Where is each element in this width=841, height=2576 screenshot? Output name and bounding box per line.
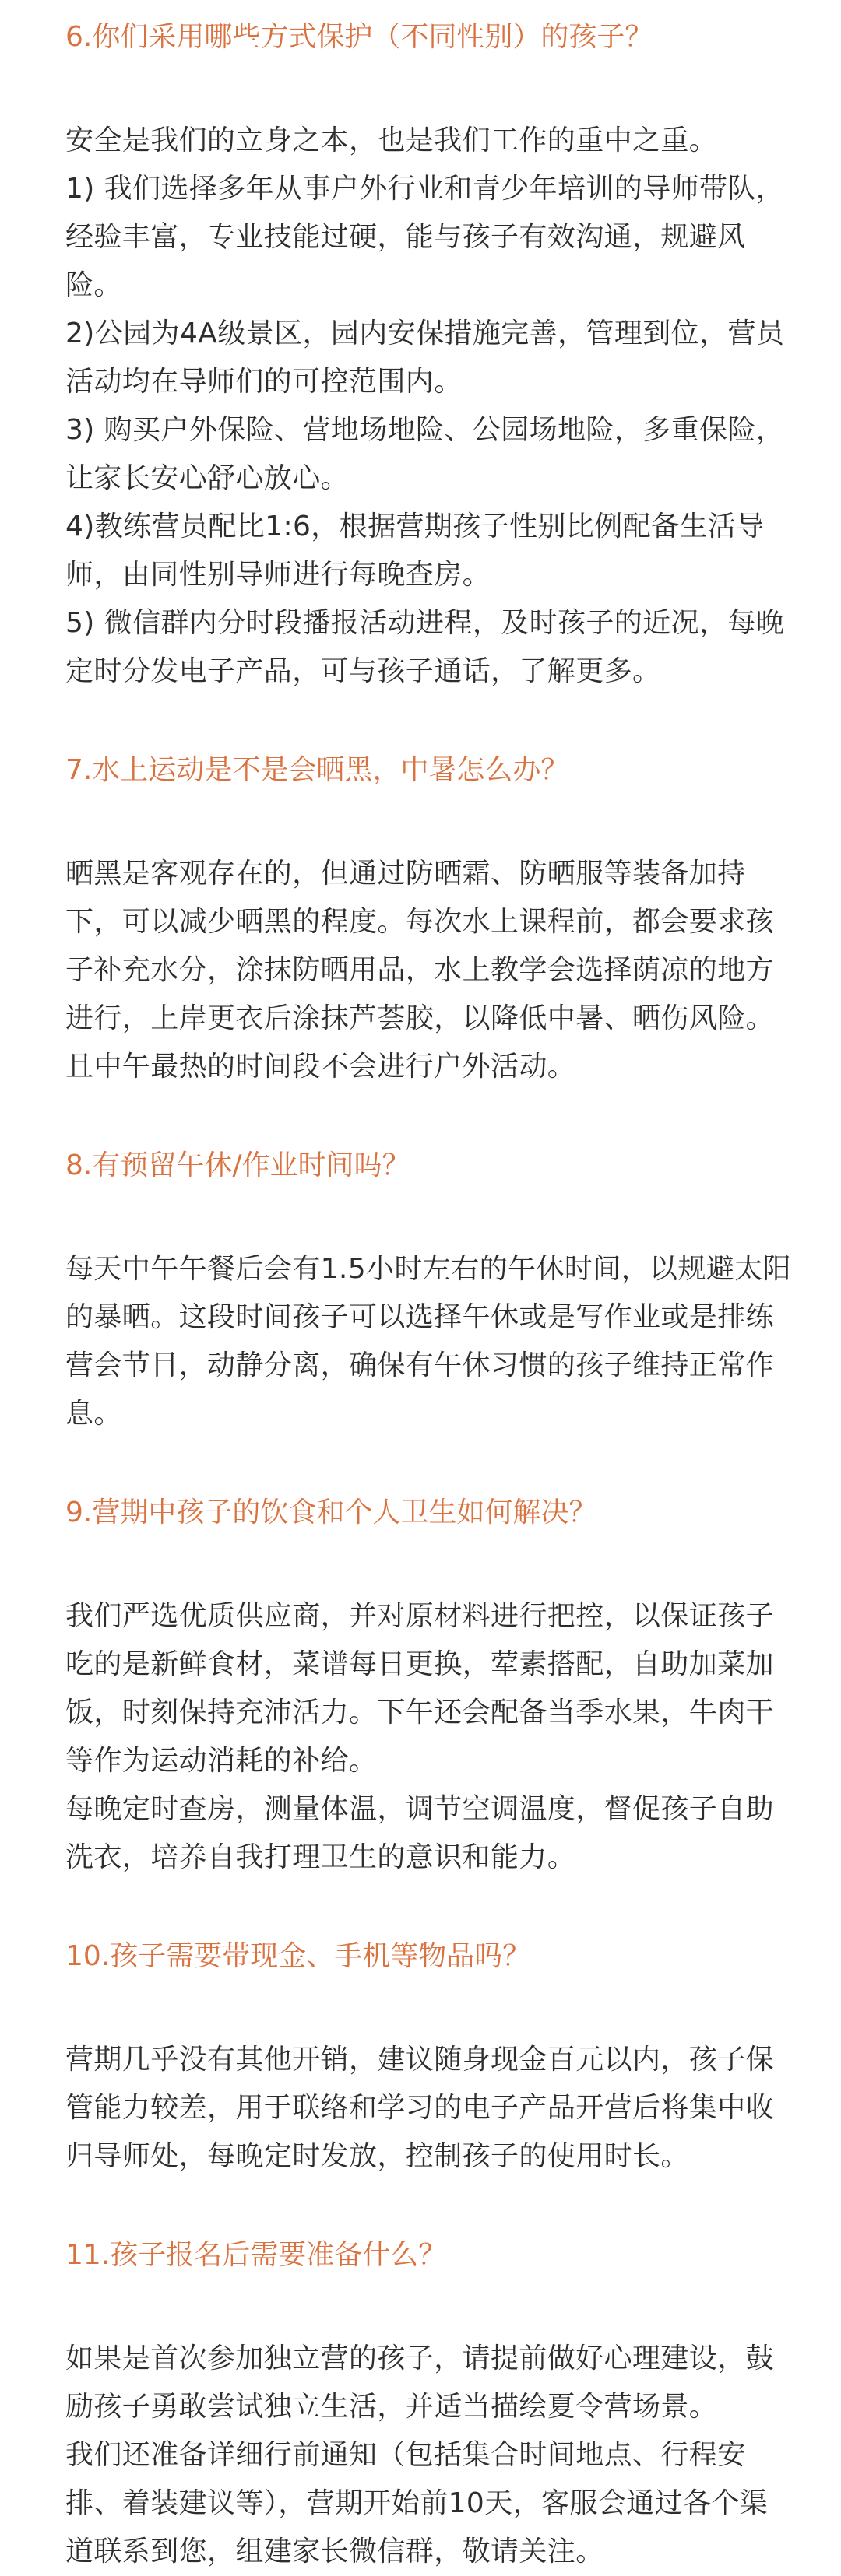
question-heading: 7.水上运动是不是会晒黑，中暑怎么办？ (65, 754, 569, 786)
section-spacer (65, 696, 793, 747)
answer-paragraph: 我们严选优质供应商，并对原材料进行把控，以保证孩子吃的是新鲜食材，菜谱每日更换，荤素搭配，自助加菜加饭，时刻保持充沛活力。下午还会配备当季水果，牛肉干等作为运动消耗的补给。 (65, 1600, 775, 1777)
question-heading: 8.有预留午休/作业时间吗？ (65, 1149, 410, 1181)
answer-paragraph: 如果是首次参加独立营的孩子，请提前做好心理建设，鼓励孩子勇敢尝试独立生活，并适当描绘夏令营场景。 (65, 2343, 775, 2423)
answer-paragraph: 4)教练营员配比1:6，根据营期孩子性别比例配备生活导师，由同性别导师进行每晚查房。 (65, 511, 765, 591)
answer-paragraph: 1) 我们选择多年从事户外行业和青少年培训的导师带队，经验丰富，专业技能过硬，能与孩子有效沟通，规避风险。 (65, 173, 785, 301)
question-heading: 9.营期中孩子的饮食和个人卫生如何解决？ (65, 1497, 597, 1528)
answer-paragraph: 每晚定时查房，测量体温，调节空调温度，督促孩子自助洗衣，培养自我打理卫生的意识和能力。 (65, 1793, 775, 1873)
faq-section-11 (65, 2232, 793, 2576)
question-heading: 10.孩子需要带现金、手机等物品吗？ (65, 1940, 531, 1972)
answer-body (65, 2335, 793, 2576)
faq-section-6 (65, 14, 793, 696)
answer-body (65, 117, 793, 696)
answer-paragraph: 营期几乎没有其他开销，建议随身现金百元以内，孩子保管能力较差，用于联络和学习的电子产品开营后将集中收归导师处，每晚定时发放，控制孩子的使用时长。 (65, 2044, 775, 2172)
section-spacer (65, 1438, 793, 1490)
answer-body (65, 850, 793, 1091)
answer-paragraph: 晒黑是客观存在的，但通过防晒霜、防晒服等装备加持下，可以减少晒黑的程度。每次水上课程前，都会要求孩子补充水分，涂抹防晒用品，水上教学会选择荫凉的地方进行，上岸更衣后涂抹芦荟胶，以降低中暑、晒伤风险。且中午最热的时间段不会进行户外活动。 (65, 858, 775, 1083)
answer-body (65, 2036, 793, 2181)
faq-section-8 (65, 1142, 793, 1438)
answer-paragraph: 安全是我们的立身之本，也是我们工作的重中之重。 (65, 125, 718, 156)
faq-section-7 (65, 747, 793, 1091)
answer-paragraph: 我们还准备详细行前通知（包括集合时间地点、行程安排、着装建议等），营期开始前10天，客服会通过各个渠道联系到您，组建家长微信群，敬请关注。 (65, 2439, 769, 2567)
faq-section-10 (65, 1933, 793, 2181)
question-heading: 11.孩子报名后需要准备什么？ (65, 2239, 447, 2271)
answer-paragraph: 每天中午午餐后会有1.5小时左右的午休时间，以规避太阳的暴晒。这段时间孩子可以选择午休或是写作业或是排练营会节目，动静分离，确保有午休习惯的孩子维持正常作息。 (65, 1253, 792, 1430)
answer-body (65, 1592, 793, 1882)
answer-paragraph: 3) 购买户外保险、营地场地险、公园场地险，多重保险，让家长安心舒心放心。 (65, 414, 785, 494)
section-spacer (65, 2181, 793, 2232)
question-heading: 6.你们采用哪些方式保护（不同性别）的孩子？ (65, 21, 653, 53)
answer-paragraph: 5) 微信群内分时段播报活动进程，及时孩子的近况，每晚定时分发电子产品，可与孩子通话，了解更多。 (65, 607, 785, 687)
section-spacer (65, 1091, 793, 1142)
section-spacer (65, 1882, 793, 1933)
faq-section-9 (65, 1490, 793, 1882)
answer-paragraph: 2)公园为4A级景区，园内安保措施完善，管理到位，营员活动均在导师们的可控范围内。 (65, 318, 785, 398)
answer-body (65, 1245, 793, 1438)
